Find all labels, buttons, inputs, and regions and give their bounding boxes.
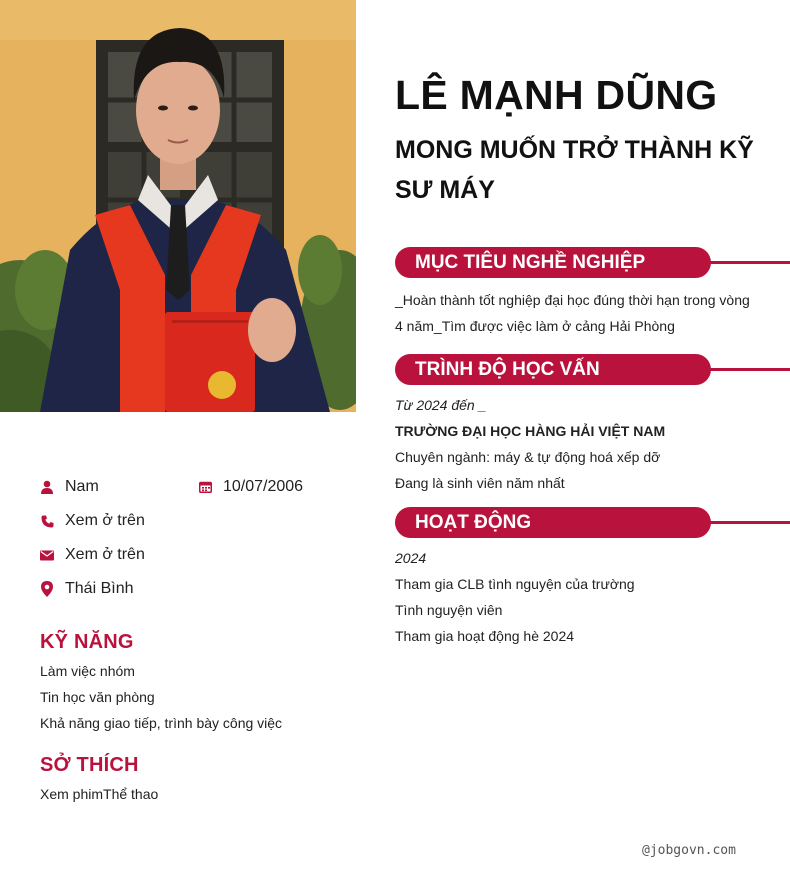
education-heading: TRÌNH ĐỘ HỌC VẤN bbox=[395, 354, 711, 385]
education-header bbox=[395, 354, 790, 385]
hobbies-list bbox=[40, 781, 360, 807]
contact-gender bbox=[40, 478, 99, 496]
education-major: Chuyên ngành: máy & tự động hoá xếp dỡ bbox=[395, 449, 661, 465]
activities-year: 2024 bbox=[395, 550, 427, 566]
career-goal-heading: MỤC TIÊU NGHỀ NGHIỆP bbox=[395, 247, 711, 278]
person-icon bbox=[40, 479, 54, 495]
contact-phone bbox=[40, 512, 145, 530]
divider-line bbox=[695, 521, 790, 524]
calendar-icon bbox=[198, 479, 212, 495]
career-goal-body bbox=[395, 287, 765, 339]
gender-value: Nam bbox=[65, 478, 99, 495]
career-goal-header bbox=[395, 247, 790, 278]
activities-heading: HOẠT ĐỘNG bbox=[395, 507, 711, 538]
candidate-title: MONG MUỐN TRỞ THÀNH KỸ SƯ MÁY bbox=[395, 136, 754, 204]
education-period: Từ 2024 đến _ bbox=[395, 397, 487, 413]
phone-value: Xem ở trên bbox=[65, 512, 145, 529]
career-goal-line: _Hoàn thành tốt nghiệp đại học đúng thời hạn trong vòng bbox=[395, 292, 750, 308]
activities-body bbox=[395, 545, 765, 649]
skill-item: Tin học văn phòng bbox=[40, 689, 155, 705]
watermark: @jobgovn.com bbox=[642, 843, 736, 858]
activity-item: Tình nguyện viên bbox=[395, 602, 503, 618]
career-goal-line: 4 năm_Tìm được việc làm ở cảng Hải Phòng bbox=[395, 318, 675, 334]
activity-item: Tham gia hoạt động hè 2024 bbox=[395, 628, 575, 644]
skill-item: Khả năng giao tiếp, trình bày công việc bbox=[40, 715, 283, 731]
contact-email bbox=[40, 546, 145, 564]
activity-item: Tham gia CLB tình nguyện của trường bbox=[395, 576, 635, 592]
hobby-text: Xem phimThể thao bbox=[40, 786, 159, 802]
education-body bbox=[395, 392, 765, 496]
skill-item: Làm việc nhóm bbox=[40, 663, 135, 679]
hobbies-heading: SỞ THÍCH bbox=[40, 754, 139, 776]
email-icon bbox=[40, 547, 54, 563]
phone-icon bbox=[40, 513, 54, 529]
skills-heading: KỸ NĂNG bbox=[40, 631, 134, 653]
email-value: Xem ở trên bbox=[65, 546, 145, 563]
divider-line bbox=[695, 261, 790, 264]
education-school: TRƯỜNG ĐẠI HỌC HÀNG HẢI VIỆT NAM bbox=[395, 423, 666, 439]
contact-birthday bbox=[198, 478, 303, 496]
activities-header bbox=[395, 507, 790, 538]
contact-address bbox=[40, 580, 133, 598]
birthday-value: 10/07/2006 bbox=[223, 478, 304, 495]
location-pin-icon bbox=[40, 581, 54, 597]
profile-photo bbox=[0, 0, 356, 412]
education-status: Đang là sinh viên năm nhất bbox=[395, 475, 565, 491]
address-value: Thái Bình bbox=[65, 580, 134, 597]
candidate-name: LÊ MẠNH DŨNG bbox=[395, 72, 718, 118]
skills-list bbox=[40, 658, 360, 736]
divider-line bbox=[695, 368, 790, 371]
